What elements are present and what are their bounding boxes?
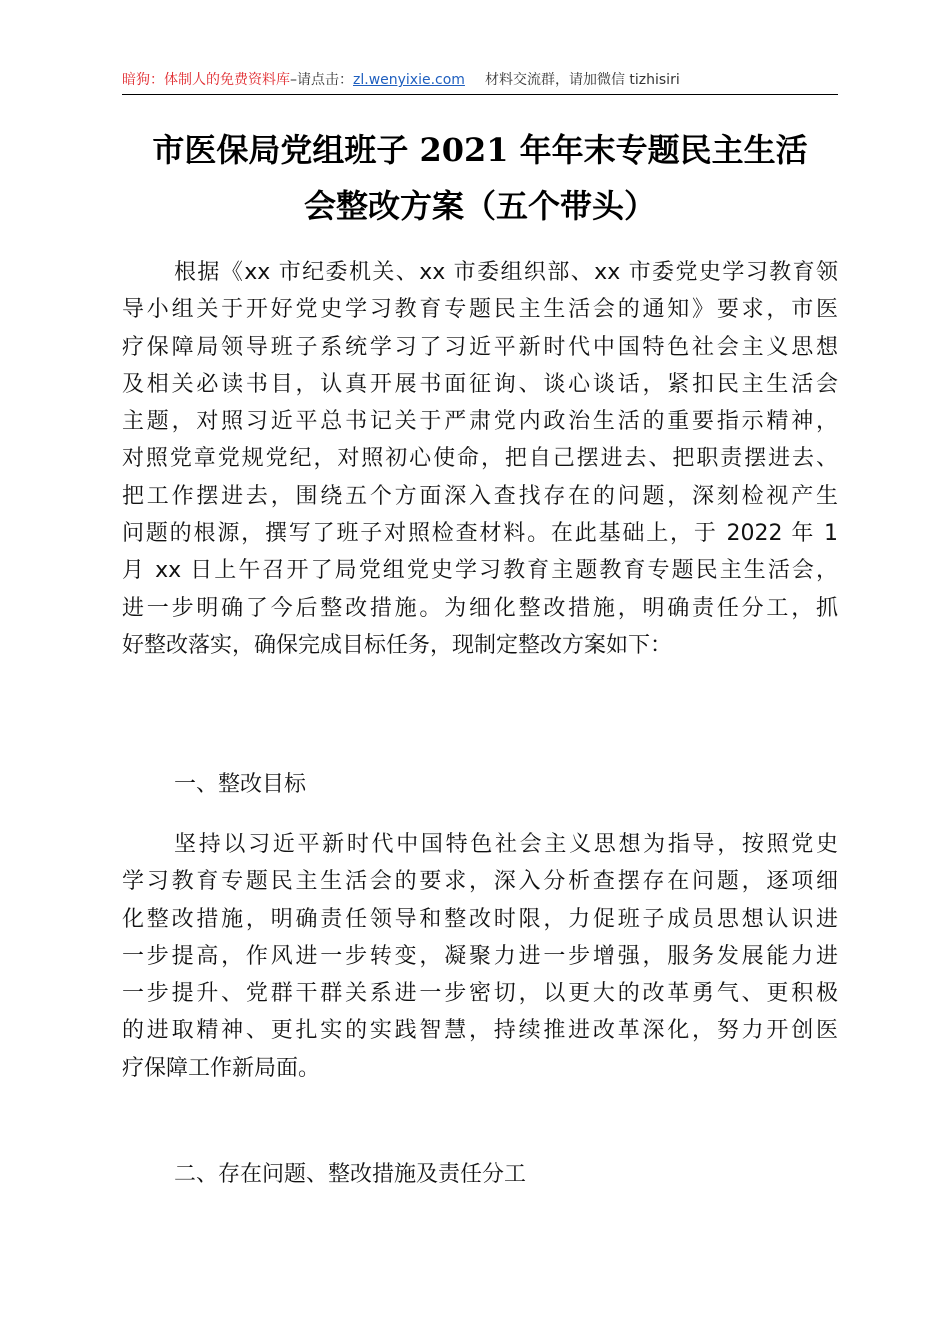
text-line: 坚持以习近平新时代中国特色社会主义思想为指导，按照党史 <box>174 832 838 857</box>
text-line: 疗保障局领导班子系统学习了习近平新时代中国特色社会主义思想 <box>122 334 838 360</box>
text-line: 疗保障工作新局面。 <box>122 1055 321 1081</box>
header-prompt: –请点击： <box>290 72 353 88</box>
text-line: 好整改落实，确保完成目标任务，现制定整改方案如下： <box>122 632 673 658</box>
text-line: 学习教育专题民主生活会的要求，深入分析查摆存在问题，逐项细 <box>122 869 838 895</box>
text-line: 主题，对照习近平总书记关于严肃党内政治生活的重要指示精神， <box>122 409 838 435</box>
text-line: 一步提高，作风进一步转变，凝聚力进一步增强，服务发展能力进 <box>122 943 838 969</box>
title-line-2: 会整改方案（五个带头） <box>303 187 656 225</box>
text-line: 把工作摆进去，围绕五个方面深入查找存在的问题，深刻检视产生 <box>122 483 838 509</box>
section1-paragraph <box>122 826 838 1087</box>
text-line: 及相关必读书目，认真开展书面征询、谈心谈话，紧扣民主生活会 <box>122 371 838 397</box>
text-line: 月 xx 日上午召开了局党组党史学习教育主题教育专题民主生活会， <box>122 558 838 584</box>
text-line: 根据《xx 市纪委机关、xx 市委组织部、xx 市委党史学习教育领 <box>174 260 838 285</box>
section-heading-1: 一、整改目标 <box>174 772 307 797</box>
title-line-1: 市医保局党组班子 2021 年年末专题民主生活 <box>152 131 808 169</box>
header-divider <box>122 94 838 95</box>
text-line: 对照党章党规党纪，对照初心使命，把自己摆进去、把职责摆进去、 <box>122 446 838 472</box>
text-line: 的进取精神、更扎实的实践智慧，持续推进改革深化，努力开创医 <box>122 1018 838 1044</box>
text-line: 一步提升、党群干群关系进一步密切，以更大的改革勇气、更积极 <box>122 981 838 1007</box>
section-heading-2: 二、存在问题、整改措施及责任分工 <box>174 1162 527 1187</box>
intro-paragraph <box>122 254 838 664</box>
header-contact: 材料交流群，请加微信 tizhisiri <box>484 72 680 88</box>
page-header <box>122 70 837 90</box>
text-line: 进一步明确了今后整改措施。为细化整改措施，明确责任分工，抓 <box>122 595 838 621</box>
text-line: 化整改措施，明确责任领导和整改时限，力促班子成员思想认识进 <box>122 906 838 932</box>
text-line: 导小组关于开好党史学习教育专题民主生活会的通知》要求，市医 <box>122 297 838 323</box>
document-title <box>110 122 850 234</box>
header-brand: 暗狗：体制人的免费资料库 <box>122 72 290 88</box>
header-link[interactable]: zl.wenyixie.com <box>353 72 465 88</box>
text-line: 问题的根源，撰写了班子对照检查材料。在此基础上，于 2022 年 1 <box>122 521 838 547</box>
